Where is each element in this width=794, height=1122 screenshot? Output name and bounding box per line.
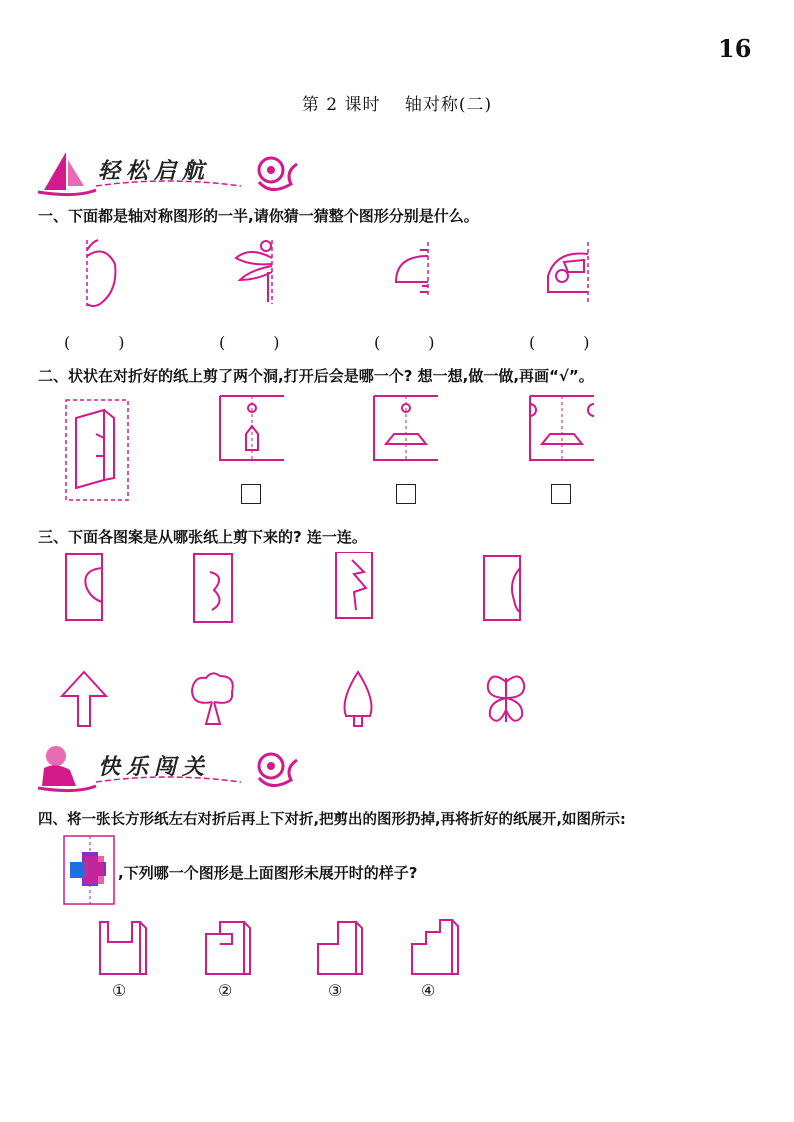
option-c-checkbox[interactable] <box>551 484 571 504</box>
question-1-text: 一、下面都是轴对称图形的一半,请你猜一猜整个图形分别是什么。 <box>38 207 479 225</box>
q3-figures <box>60 552 580 732</box>
unfolded-paper-figure <box>62 834 118 906</box>
option-a-unfolded-icon <box>220 396 284 460</box>
option-4-folded-icon <box>412 920 458 974</box>
option-b-checkbox[interactable] <box>396 484 416 504</box>
question-3-text: 三、下面各图案是从哪张纸上剪下来的? 连一连。 <box>38 528 367 546</box>
option-2-folded-icon <box>206 922 250 974</box>
cut-paper-1-icon <box>66 554 102 620</box>
section-banner-challenge <box>36 742 306 794</box>
arrow-tree-shape-icon <box>62 672 106 726</box>
option-a-checkbox[interactable] <box>241 484 261 504</box>
folded-paper-icon <box>66 400 128 500</box>
lesson-title: 第 2 课时 轴对称(二) <box>301 95 493 115</box>
section-banner-warmup <box>36 146 306 198</box>
round-tree-shape-icon <box>192 673 233 724</box>
option-1-folded-icon <box>100 922 146 974</box>
q1-half-figures <box>60 236 620 310</box>
answer-blank-4[interactable]: ( ) <box>529 333 590 352</box>
flower-ornament-icon <box>259 754 297 786</box>
option-1-label[interactable]: ① <box>112 981 127 1000</box>
section-title-warmup: 轻松启航 <box>98 159 211 184</box>
half-dragonfly-icon <box>236 240 272 304</box>
question-2-text: 二、状状在对折好的纸上剪了两个洞,打开后会是哪一个? 想一想,做一做,再画“√”。 <box>38 367 594 385</box>
question-4-subtext: ,下列哪一个图形是上面图形未展开时的样子? <box>118 864 418 882</box>
half-dome-icon <box>396 242 428 298</box>
option-b-unfolded-icon <box>374 396 438 460</box>
option-c-unfolded-icon <box>530 396 594 460</box>
question-4-text: 四、将一张长方形纸左右对折后再上下对折,把剪出的图形扔掉,再将折好的纸展开,如图所示: <box>38 812 626 828</box>
cut-paper-4-icon <box>484 556 520 620</box>
half-apple-icon <box>87 240 115 306</box>
cut-paper-3-icon <box>336 552 372 618</box>
cut-paper-2-icon <box>194 554 232 622</box>
q2-figures <box>60 394 620 506</box>
page-number: 16 <box>718 34 752 63</box>
flower-ornament-icon <box>259 158 297 190</box>
leaf-tree-shape-icon <box>345 672 372 726</box>
option-3-label[interactable]: ③ <box>328 981 343 1000</box>
answer-blank-2[interactable]: ( ) <box>219 333 280 352</box>
option-2-label[interactable]: ② <box>218 981 233 1000</box>
option-3-folded-icon <box>318 922 362 974</box>
q4-option-figures <box>96 916 476 978</box>
answer-blank-3[interactable]: ( ) <box>374 333 435 352</box>
half-car-icon <box>548 242 588 302</box>
butterfly-shape-icon <box>488 676 524 722</box>
answer-blank-1[interactable]: ( ) <box>64 333 125 352</box>
option-4-label[interactable]: ④ <box>421 981 436 1000</box>
section-title-challenge: 快乐闯关 <box>98 755 211 780</box>
